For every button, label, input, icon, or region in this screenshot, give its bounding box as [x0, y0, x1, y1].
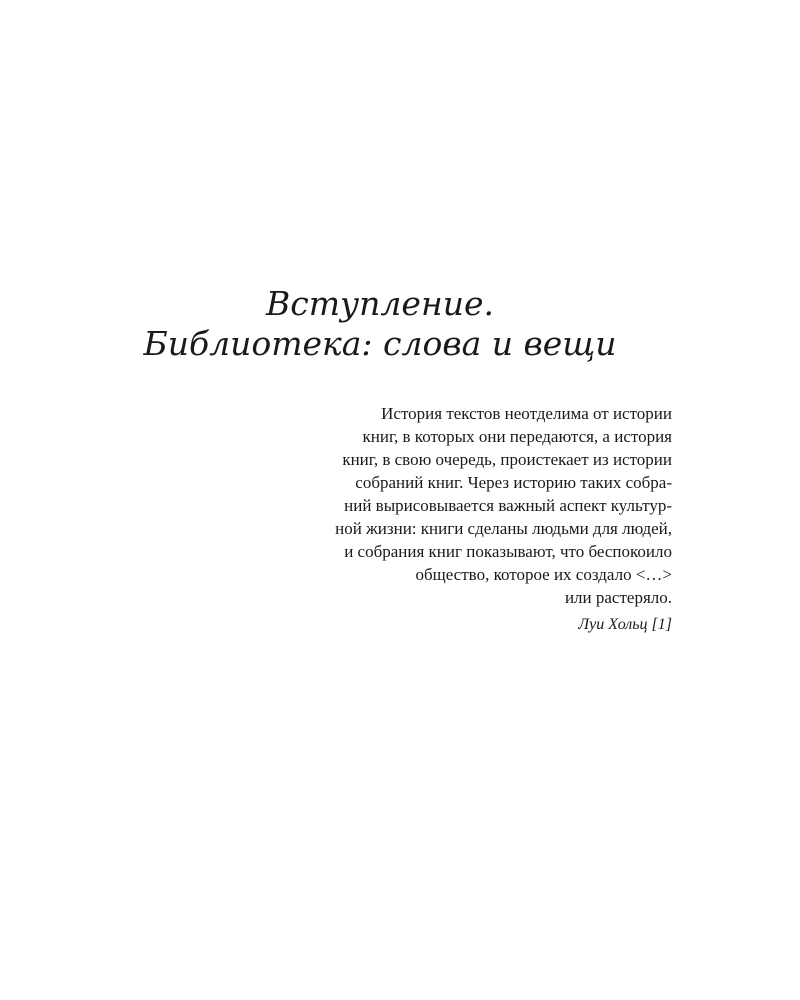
epigraph-quote — [292, 402, 672, 609]
epigraph-line: История текстов неотделима от истории — [381, 404, 672, 423]
epigraph-line: книг, в которых они передаются, а история — [362, 427, 672, 446]
chapter-title-line: Вступление. — [266, 284, 494, 323]
epigraph-line: ний вырисовывается важный аспект культур- — [344, 496, 672, 515]
chapter-title — [0, 284, 760, 364]
epigraph-line: собраний книг. Через историю таких собра- — [355, 473, 672, 492]
chapter-title-line: Библиотека: слова и вещи — [143, 324, 617, 363]
epigraph-line: общество, которое их создало <…> — [415, 565, 672, 584]
epigraph-line: ной жизни: книги сделаны людьми для людей, — [335, 519, 672, 538]
epigraph-line: книг, в свою очередь, проистекает из истории — [342, 450, 672, 469]
epigraph-line: или растеряло. — [564, 588, 672, 607]
epigraph-line: и собрания книг показывают, что беспокоило — [344, 542, 672, 561]
epigraph-author: Луи Хольц [1] — [578, 616, 672, 633]
